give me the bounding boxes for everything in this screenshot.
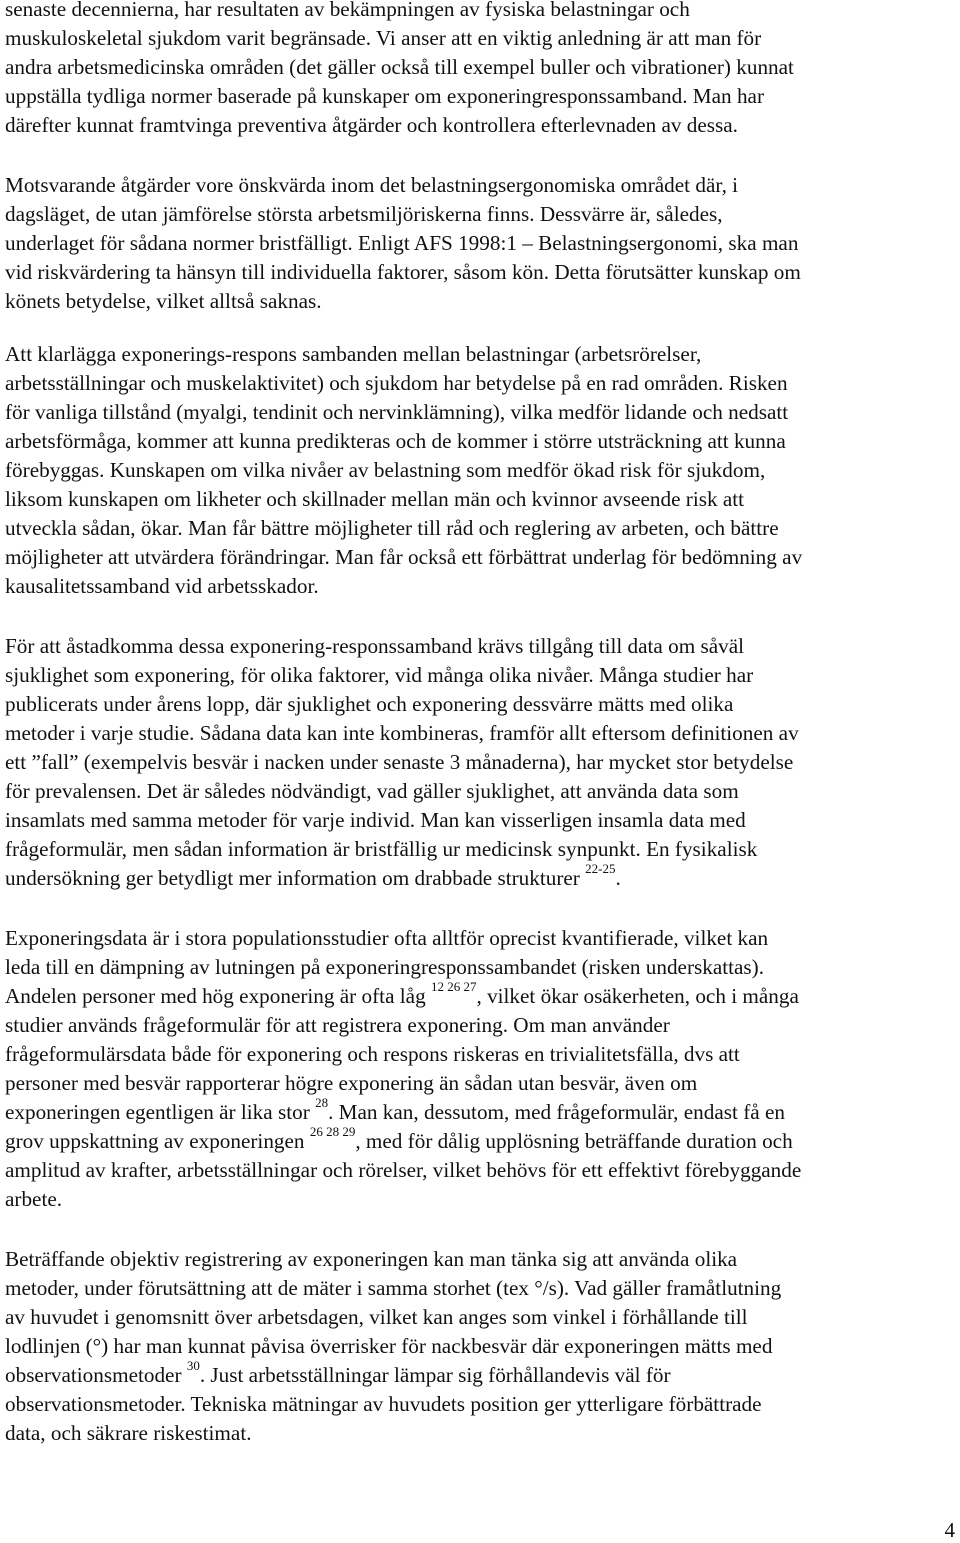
text-segment: , vilket ökar osäkerheten, och i många — [476, 984, 799, 1008]
text-line — [5, 748, 799, 777]
text-segment: arbetsställningar och muskelaktivitet) och sjukdom har betydelse på en rad områden. Risken — [5, 371, 788, 395]
text-segment: arbete. — [5, 1187, 63, 1211]
text-line — [5, 1332, 781, 1361]
text-segment: möjligheter att utvärdera förändringar. Man får också ett förbättrat underlag för bedömning av — [5, 545, 803, 569]
text-segment: arbetsförmåga, kommer att kunna predikteras och de kommer i större utsträckning att kunna — [5, 429, 786, 453]
text-segment: observationsmetoder — [5, 1363, 187, 1387]
text-segment: . — [615, 866, 621, 890]
text-segment: därefter kunnat framtvinga preventiva åtgärder och kontrollera efterlevnaden av dessa. — [5, 113, 738, 137]
text-segment: amplitud av krafter, arbetsställningar och rörelser, vilket behövs för ett effektivt förebyggande — [5, 1158, 802, 1182]
text-line — [5, 543, 802, 572]
text-line — [5, 632, 799, 661]
citation-superscript: 26 28 29 — [309, 1123, 356, 1139]
paragraph — [5, 1245, 781, 1448]
text-line — [5, 427, 802, 456]
text-line — [5, 661, 799, 690]
text-line — [5, 1123, 801, 1156]
text-line — [5, 258, 801, 287]
text-line — [5, 719, 799, 748]
text-line — [5, 369, 802, 398]
text-segment: observationsmetoder. Tekniska mätningar av huvudets position ger ytterligare förbättrade — [5, 1392, 762, 1416]
text-segment: personer med besvär rapporterar högre exponering än sådan utan besvär, även om — [5, 1071, 698, 1095]
text-segment: Andelen personer med hög exponering är ofta låg — [5, 984, 431, 1008]
text-line — [5, 0, 794, 24]
page-number: 4 — [944, 1518, 955, 1542]
citation-superscript: 30 — [186, 1357, 200, 1373]
text-segment: kausalitetssamband vid arbetsskador. — [5, 574, 319, 598]
text-segment: lodlinjen (°) har man kunnat påvisa överrisker för nackbesvär där exponeringen mätts med — [5, 1334, 773, 1358]
paragraph — [5, 340, 802, 601]
text-line — [5, 806, 799, 835]
paragraph — [5, 632, 799, 893]
text-segment: Motsvarande åtgärder vore önskvärda inom det belastningsergonomiska området där, i — [5, 173, 739, 197]
text-segment: . Man kan, dessutom, med frågeformulär, endast få en — [328, 1100, 785, 1124]
text-line — [5, 514, 802, 543]
text-line — [5, 111, 794, 140]
text-line — [5, 229, 801, 258]
text-segment: studier används frågeformulär för att registrera exponering. Om man använder — [5, 1013, 670, 1037]
text-line — [5, 1357, 781, 1390]
text-segment: andra arbetsmedicinska områden (det gäller också till exempel buller och vibrationer) kunnat — [5, 55, 794, 79]
paragraph — [5, 924, 801, 1214]
text-segment: ett ”fall” (exempelvis besvär i nacken under senaste 3 månaderna), har mycket stor betydelse — [5, 750, 794, 774]
citation-superscript: 12 26 27 — [430, 978, 477, 994]
text-line — [5, 82, 794, 111]
text-segment: frågeformulär, men sådan information är bristfällig ur medicinsk synpunkt. En fysikalisk — [5, 837, 758, 861]
text-segment: frågeformulärsdata både för exponering och respons riskeras en trivialitetsfälla, dvs att — [5, 1042, 740, 1066]
text-line — [5, 572, 802, 601]
text-segment: metoder i varje studie. Sådana data kan inte kombineras, framför allt eftersom definitionen av — [5, 721, 799, 745]
text-segment: insamlats med samma metoder för varje individ. Man kan visserligen insamla data med — [5, 808, 746, 832]
text-segment: för vanliga tillstånd (myalgi, tendinit och nervinklämning), vilka medför lidande och nedsatt — [5, 400, 789, 424]
text-segment: . Just arbetsställningar lämpar sig förhållandevis väl för — [199, 1363, 671, 1387]
text-segment: förebyggas. Kunskapen om vilka nivåer av belastning som medför ökad risk för sjukdom, — [5, 458, 766, 482]
text-segment: sjuklighet som exponering, för olika faktorer, vid många olika nivåer. Många studier har — [5, 663, 754, 687]
text-segment: För att åstadkomma dessa exponering-responssamband krävs tillgång till data om såväl — [5, 634, 745, 658]
text-line — [5, 1419, 781, 1448]
text-line — [5, 456, 802, 485]
text-segment: för prevalensen. Det är således nödvändigt, vad gäller sjuklighet, att använda data som — [5, 779, 739, 803]
text-line — [5, 200, 801, 229]
text-segment: leda till en dämpning av lutningen på exponeringresponssambandet (risken underskattas). — [5, 955, 765, 979]
text-line — [5, 287, 801, 316]
text-segment: Exponeringsdata är i stora populationsstudier ofta alltför oprecist kvantifierade, vilket kan — [5, 926, 769, 950]
text-segment: könets betydelse, vilket alltså saknas. — [5, 289, 322, 313]
text-line — [5, 777, 799, 806]
text-line — [5, 1156, 801, 1185]
text-line — [5, 485, 802, 514]
text-segment: av huvudet i genomsnitt över arbetsdagen, vilket kan anges som vinkel i förhållande till — [5, 1305, 748, 1329]
text-segment: metoder, under förutsättning att de mäter i samma storhet (tex °/s). Vad gäller framåtlutning — [5, 1276, 782, 1300]
text-segment: grov uppskattning av exponeringen — [5, 1129, 310, 1153]
text-line — [5, 978, 801, 1011]
text-segment: utveckla sådan, ökar. Man får bättre möjligheter till råd och reglering av arbeten, och bättre — [5, 516, 779, 540]
text-segment: publicerats under årens lopp, där sjuklighet och exponering dessvärre mätts med olika — [5, 692, 734, 716]
text-line — [5, 1040, 801, 1069]
text-line — [5, 860, 799, 893]
text-line — [5, 1094, 801, 1127]
citation-superscript: 28 — [315, 1094, 329, 1110]
text-segment: Beträffande objektiv registrering av exponeringen kan man tänka sig att använda olika — [5, 1247, 738, 1271]
text-line — [5, 1069, 801, 1098]
text-segment: muskuloskeletal sjukdom varit begränsade. Vi anser att en viktig anledning är att man för — [5, 26, 762, 50]
text-segment: underlaget för sådana normer bristfälligt. Enligt AFS 1998:1 – Belastningsergonomi, ska man — [5, 231, 799, 255]
text-segment: , med för dålig upplösning beträffande duration och — [355, 1129, 793, 1153]
text-segment: uppställa tydliga normer baserade på kunskaper om exponeringresponssamband. Man har — [5, 84, 764, 108]
text-line — [5, 1245, 781, 1274]
text-line — [5, 1274, 781, 1303]
text-line — [5, 1011, 801, 1040]
text-segment: Att klarlägga exponerings-respons sambanden mellan belastningar (arbetsrörelser, — [5, 342, 702, 366]
text-line — [5, 398, 802, 427]
paragraph — [5, 171, 801, 316]
text-line — [5, 924, 801, 953]
text-line — [5, 1303, 781, 1332]
text-line — [5, 24, 794, 53]
text-segment: exponeringen egentligen är lika stor — [5, 1100, 316, 1124]
text-line — [5, 1185, 801, 1214]
text-segment: dagsläget, de utan jämförelse största arbetsmiljöriskerna finns. Dessvärre är, således, — [5, 202, 723, 226]
text-line — [5, 171, 801, 200]
text-line — [5, 690, 799, 719]
text-segment: data, och säkrare riskestimat. — [5, 1421, 252, 1445]
text-line — [5, 953, 801, 982]
text-line — [5, 1390, 781, 1419]
text-line — [5, 835, 799, 864]
text-segment: liksom kunskapen om likheter och skillnader mellan män och kvinnor avseende risk att — [5, 487, 745, 511]
citation-superscript: 22-25 — [585, 860, 616, 876]
text-line — [5, 340, 802, 369]
text-line — [5, 53, 794, 82]
text-segment: senaste decennierna, har resultaten av bekämpningen av fysiska belastningar och — [5, 0, 690, 21]
text-segment: undersökning ger betydligt mer information om drabbade strukturer — [5, 866, 586, 890]
paragraph — [5, 0, 794, 140]
text-segment: vid riskvärdering ta hänsyn till individuella faktorer, såsom kön. Detta förutsätter kunskap om — [5, 260, 801, 284]
